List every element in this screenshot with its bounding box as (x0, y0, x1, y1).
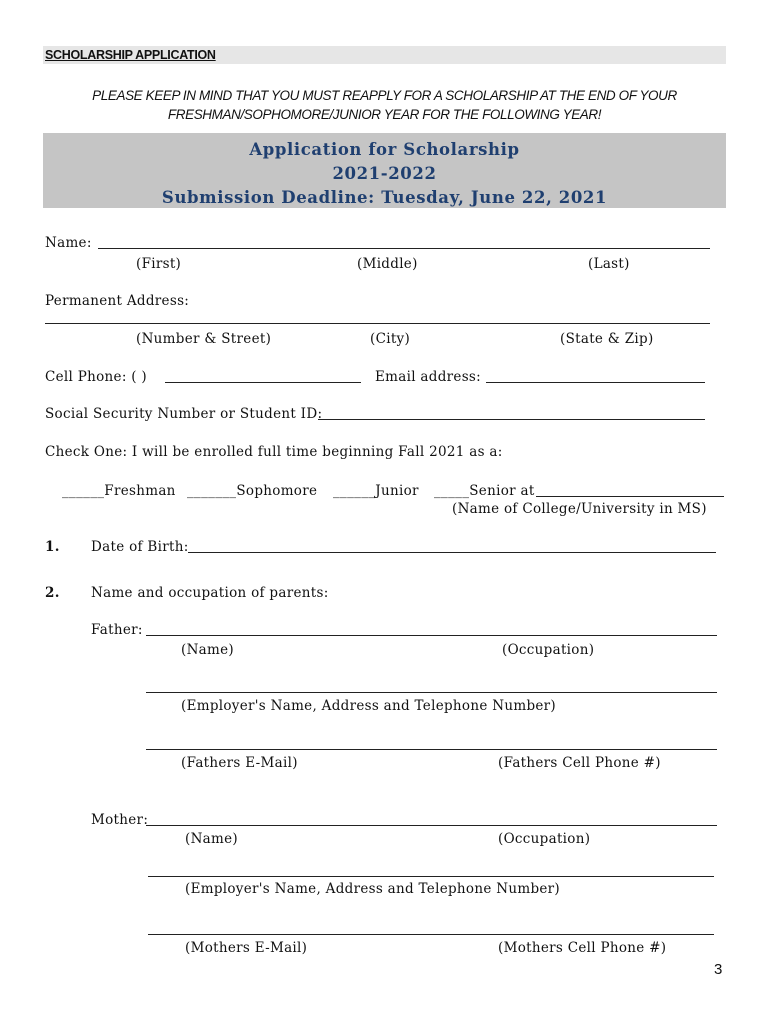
notice-line-2: FRESHMAN/SOPHOMORE/JUNIOR YEAR FOR THE FOLLOWING YEAR! (167, 107, 602, 122)
ssn-input-line[interactable] (318, 419, 705, 420)
mother-cell-caption: (Mothers Cell Phone #) (498, 940, 667, 956)
mother-occupation-caption: (Occupation) (498, 831, 591, 847)
submission-deadline: Submission Deadline: Tuesday, June 22, 2021 (161, 188, 608, 207)
father-employer-input-line[interactable] (146, 692, 717, 693)
question-1-number: 1. (45, 539, 60, 555)
junior-option[interactable]: ______Junior (333, 483, 419, 499)
last-caption: (Last) (588, 256, 630, 272)
first-caption: (First) (136, 256, 182, 272)
academic-year: 2021-2022 (332, 164, 437, 183)
father-name-input-line[interactable] (146, 635, 717, 636)
mother-email-caption: (Mothers E-Mail) (185, 940, 308, 956)
enrollment-check-label: Check One: I will be enrolled full time beginning Fall 2021 as a: (45, 444, 503, 460)
freshman-option[interactable]: ______Freshman (62, 483, 176, 499)
mother-name-input-line[interactable] (146, 825, 717, 826)
senior-option[interactable]: _____Senior at (434, 483, 535, 499)
notice-line-1: PLEASE KEEP IN MIND THAT YOU MUST REAPPLY FOR A SCHOLARSHIP AT THE END OF YOUR (92, 88, 677, 103)
mother-contact-input-line[interactable] (148, 934, 714, 935)
city-caption: (City) (370, 331, 411, 347)
father-name-caption: (Name) (181, 642, 234, 658)
cell-phone-input-line[interactable] (165, 382, 361, 383)
father-label: Father: (91, 622, 143, 638)
mother-label: Mother: (91, 812, 149, 828)
page-number: 3 (714, 961, 723, 978)
page-title: Application for Scholarship (249, 140, 520, 159)
address-input-line[interactable] (45, 323, 710, 324)
parents-label: Name and occupation of parents: (91, 585, 329, 601)
dob-label: Date of Birth: (91, 539, 189, 555)
question-2-number: 2. (45, 585, 60, 601)
section-label: SCHOLARSHIP APPLICATION (45, 48, 216, 62)
reapply-notice (43, 86, 726, 124)
father-employer-caption: (Employer's Name, Address and Telephone Number) (181, 698, 556, 714)
sophomore-option[interactable]: _______Sophomore (187, 483, 318, 499)
address-label: Permanent Address: (45, 293, 190, 309)
cell-phone-label: Cell Phone: ( ) (45, 369, 147, 385)
email-input-line[interactable] (486, 382, 705, 383)
ssn-label: Social Security Number or Student ID: (45, 406, 323, 422)
title-box (43, 133, 726, 208)
name-label: Name: (45, 235, 92, 251)
state-zip-caption: (State & Zip) (560, 331, 654, 347)
father-email-caption: (Fathers E-Mail) (181, 755, 298, 771)
street-caption: (Number & Street) (136, 331, 272, 347)
father-occupation-caption: (Occupation) (502, 642, 595, 658)
father-cell-caption: (Fathers Cell Phone #) (498, 755, 661, 771)
mother-name-caption: (Name) (185, 831, 238, 847)
father-contact-input-line[interactable] (146, 749, 717, 750)
mother-employer-input-line[interactable] (148, 876, 714, 877)
section-header-bar (43, 46, 726, 64)
mother-employer-caption: (Employer's Name, Address and Telephone Number) (185, 881, 560, 897)
dob-input-line[interactable] (188, 552, 716, 553)
name-input-line[interactable] (98, 248, 710, 249)
email-label: Email address: (375, 369, 482, 385)
college-input-line[interactable] (536, 496, 724, 497)
middle-caption: (Middle) (357, 256, 418, 272)
college-caption: (Name of College/University in MS) (452, 501, 707, 517)
